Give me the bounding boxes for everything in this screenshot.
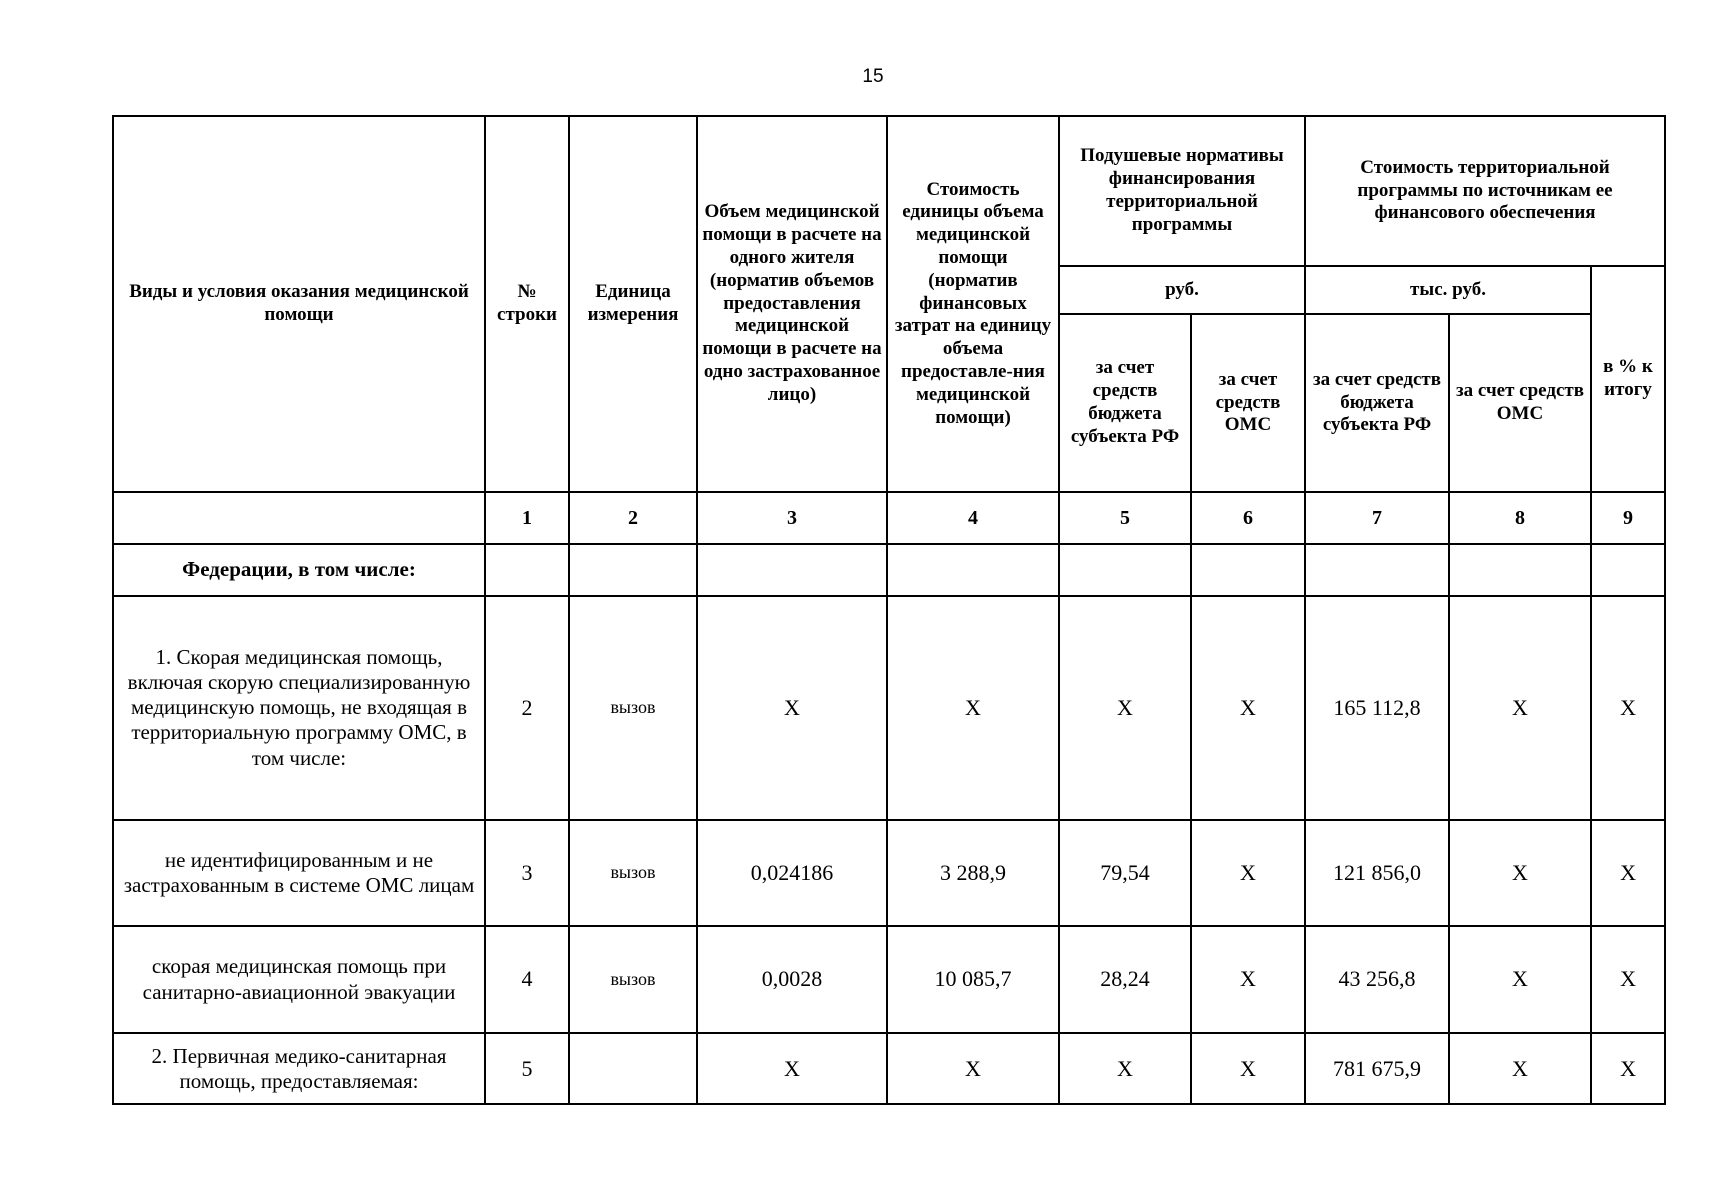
row-description: скорая медицинская помощь при санитарно-авиационной эвакуации [113, 926, 485, 1034]
header-unit-rub: руб. [1059, 266, 1305, 314]
row-cost: X [887, 1033, 1059, 1104]
row-unit: вызов [569, 926, 697, 1034]
row-budget-thousand: 43 256,8 [1305, 926, 1449, 1034]
header-unit-thousand-rub: тыс. руб. [1305, 266, 1591, 314]
header-oms-thousand: за счет средств ОМС [1449, 314, 1591, 492]
row-oms-rub: X [1191, 926, 1305, 1034]
row-oms-rub: X [1191, 596, 1305, 820]
column-number: 4 [887, 492, 1059, 544]
header-budget-rub: за счет средств бюджета субъекта РФ [1059, 314, 1191, 492]
row-budget-thousand [1305, 544, 1449, 596]
row-budget-rub: 79,54 [1059, 820, 1191, 926]
row-number [485, 544, 569, 596]
column-number: 1 [485, 492, 569, 544]
row-oms-rub: X [1191, 820, 1305, 926]
row-oms-rub [1191, 544, 1305, 596]
row-description: Федерации, в том числе: [113, 544, 485, 596]
header-program-cost-group: Стоимость территориальной программы по источникам ее финансового обеспечения [1305, 116, 1665, 266]
row-percent: X [1591, 926, 1665, 1034]
row-volume [697, 544, 887, 596]
row-description: 1. Скорая медицинская помощь, включая скорую специализированную медицинскую помощь, не входящая в территориальную программу ОМС, в том числе: [113, 596, 485, 820]
column-number: 3 [697, 492, 887, 544]
page-number: 15 [862, 66, 884, 87]
column-number-empty [113, 492, 485, 544]
row-unit [569, 544, 697, 596]
row-volume: 0,024186 [697, 820, 887, 926]
row-number: 3 [485, 820, 569, 926]
row-description: 2. Первичная медико-санитарная помощь, предоставляемая: [113, 1033, 485, 1104]
row-oms-thousand: X [1449, 926, 1591, 1034]
row-unit [569, 1033, 697, 1104]
row-budget-rub: 28,24 [1059, 926, 1191, 1034]
row-budget-thousand: 121 856,0 [1305, 820, 1449, 926]
table-row [113, 820, 1665, 926]
row-volume: X [697, 1033, 887, 1104]
row-budget-thousand: 165 112,8 [1305, 596, 1449, 820]
row-oms-thousand: X [1449, 1033, 1591, 1104]
column-number: 2 [569, 492, 697, 544]
row-oms-rub: X [1191, 1033, 1305, 1104]
row-volume: 0,0028 [697, 926, 887, 1034]
program-cost-table [112, 115, 1666, 1105]
column-number: 8 [1449, 492, 1591, 544]
row-cost: X [887, 596, 1059, 820]
row-unit: вызов [569, 820, 697, 926]
header-types: Виды и условия оказания медицинской помощи [113, 116, 485, 492]
column-number: 6 [1191, 492, 1305, 544]
column-number: 7 [1305, 492, 1449, 544]
header-row-no: № строки [485, 116, 569, 492]
row-number: 4 [485, 926, 569, 1034]
table-row [113, 1033, 1665, 1104]
row-cost: 3 288,9 [887, 820, 1059, 926]
row-cost: 10 085,7 [887, 926, 1059, 1034]
row-percent: X [1591, 1033, 1665, 1104]
header-volume: Объем медицинской помощи в расчете на одного жителя (норматив объемов предоставления медицинской помощи в расчете на одно застрахованное лицо) [697, 116, 887, 492]
column-number: 5 [1059, 492, 1191, 544]
row-cost [887, 544, 1059, 596]
header-unit: Единица измерения [569, 116, 697, 492]
row-percent: X [1591, 596, 1665, 820]
column-number: 9 [1591, 492, 1665, 544]
row-number: 5 [485, 1033, 569, 1104]
header-per-capita-group: Подушевые нормативы финансирования территориальной программы [1059, 116, 1305, 266]
row-number: 2 [485, 596, 569, 820]
header-budget-thousand: за счет средств бюджета субъекта РФ [1305, 314, 1449, 492]
row-budget-thousand: 781 675,9 [1305, 1033, 1449, 1104]
table-row [113, 596, 1665, 820]
row-unit: вызов [569, 596, 697, 820]
table-row [113, 544, 1665, 596]
row-oms-thousand [1449, 544, 1591, 596]
row-budget-rub: X [1059, 596, 1191, 820]
row-budget-rub: X [1059, 1033, 1191, 1104]
row-oms-thousand: X [1449, 820, 1591, 926]
row-description: не идентифицированным и не застрахованным в системе ОМС лицам [113, 820, 485, 926]
row-budget-rub [1059, 544, 1191, 596]
row-volume: X [697, 596, 887, 820]
row-oms-thousand: X [1449, 596, 1591, 820]
table-row [113, 926, 1665, 1034]
row-percent: X [1591, 820, 1665, 926]
header-percent: в % к итогу [1591, 266, 1665, 492]
row-percent [1591, 544, 1665, 596]
header-cost: Стоимость единицы объема медицинской помощи (норматив финансовых затрат на единицу объема предоставле-ния медицинской помощи) [887, 116, 1059, 492]
header-oms-rub: за счет средств ОМС [1191, 314, 1305, 492]
